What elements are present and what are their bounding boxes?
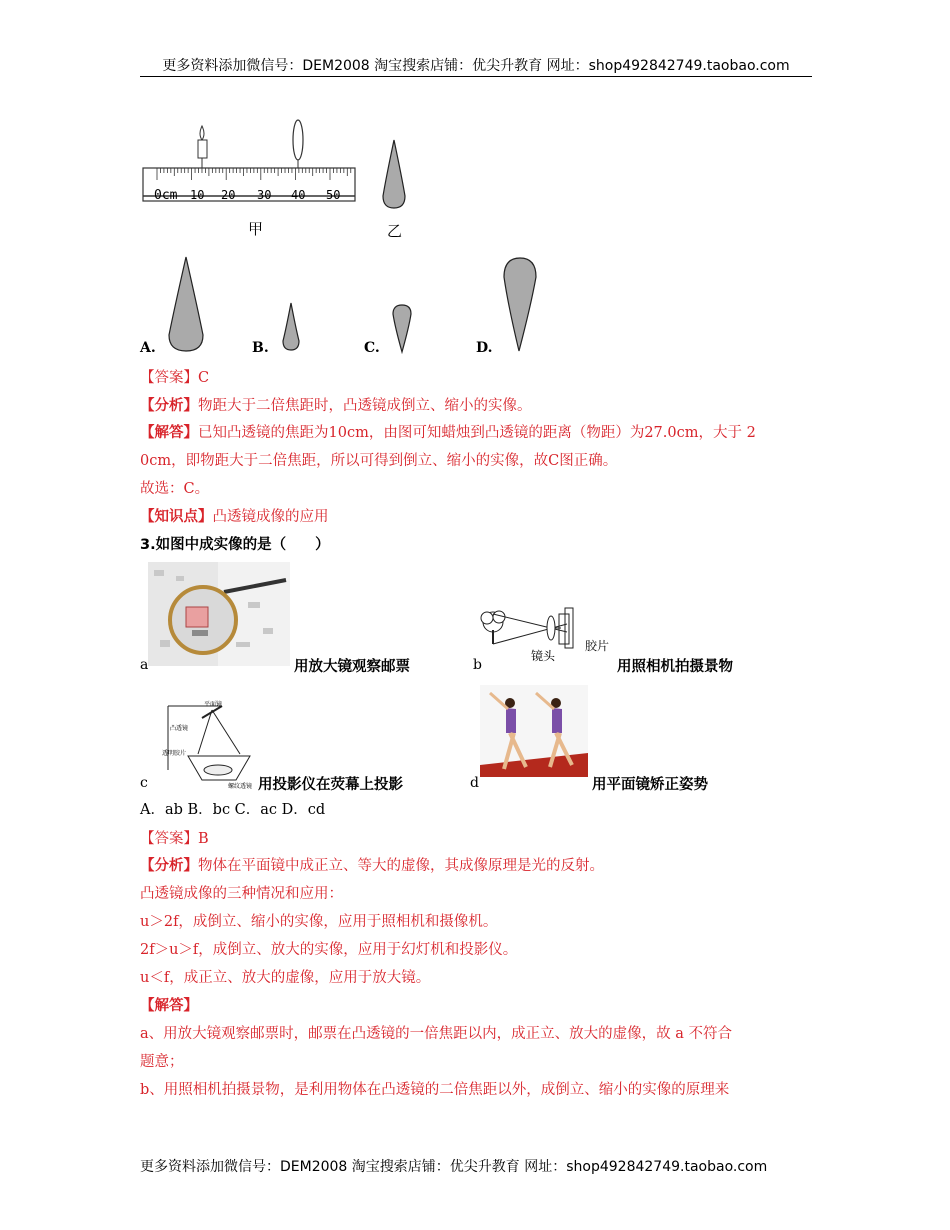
ruler-tick-label: 30 (257, 188, 272, 202)
ruler-tick-label: 50 (326, 188, 341, 202)
analysis-label: 【分析】 (140, 857, 198, 874)
q2-knowledge (140, 507, 329, 527)
option-a-shape (165, 255, 207, 355)
solution-label: 【解答】 (140, 424, 198, 441)
ruler-figure (140, 110, 365, 210)
solution-line: 0cm，即物距大于二倍焦距，所以可得到倒立、缩小的实像，故C图正确。 (140, 453, 618, 469)
figure-label-yi: 乙 (387, 222, 403, 240)
figure-label-jia: 甲 (248, 220, 264, 238)
candle-icon (198, 126, 207, 168)
solution-label: 【解答】 (140, 997, 198, 1014)
q3-answer (140, 829, 209, 849)
q2-answer (140, 368, 209, 388)
rule-line: u＞2f，成倒立、缩小的实像，应用于照相机和摄像机。 (140, 914, 498, 930)
q3-item-caption: 用投影仪在荧幕上投影 (258, 777, 403, 793)
analysis-text: 物距大于二倍焦距时，凸透镜成倒立、缩小的实像。 (198, 398, 532, 414)
solution-line: b、用照相机拍摄景物，是利用物体在凸透镜的二倍焦距以外，成倒立、缩小的实像的原理来 (140, 1082, 730, 1098)
q3-item-letter: a (140, 657, 149, 673)
page-header: 更多资料添加微信号：DEM2008 淘宝搜索店铺：优尖升教育 网址：shop492842749.taobao.com (162, 58, 790, 74)
header-divider (140, 76, 812, 77)
option-label-d: D. (476, 340, 493, 356)
q3-analysis (140, 856, 604, 876)
q3-item-caption: 用照相机拍摄景物 (617, 659, 733, 675)
projector-slide-label: 透明胶片 (162, 750, 187, 757)
ruler-tick-label: 40 (291, 188, 306, 202)
q3-choices: A．ab B．bc C．ac D．cd (140, 802, 326, 818)
ruler-tick-label: 20 (221, 188, 236, 202)
camera-lens-label: 镜头 (531, 649, 556, 663)
option-c-shape (390, 302, 414, 354)
camera-diagram (475, 600, 615, 666)
option-label-c: C. (364, 340, 380, 356)
answer-label: 【答案】 (140, 831, 198, 847)
knowledge-text: 凸透镜成像的应用 (212, 509, 329, 525)
projector-lens-label: 凸透镜 (170, 725, 189, 732)
projector-diagram (162, 700, 257, 790)
q3-question: 3.如图中成实像的是（ ） (140, 537, 330, 553)
page-footer: 更多资料添加微信号：DEM2008 淘宝搜索店铺：优尖升教育 网址：shop492842749.taobao.com (140, 1159, 768, 1175)
answer-label: 【答案】 (140, 370, 198, 386)
q2-solution (140, 423, 756, 443)
lens-icon (293, 120, 303, 168)
option-label-b: B. (252, 340, 269, 356)
q3-item-letter: b (473, 657, 482, 673)
magnifier-photo (148, 562, 290, 666)
q3-item-caption: 用平面镜矫正姿势 (592, 777, 708, 793)
q3-item-caption: 用放大镜观察邮票 (294, 659, 410, 675)
rule-line: u＜f，成正立、放大的虚像，应用于放大镜。 (140, 970, 431, 986)
option-label-a: A. (140, 340, 156, 356)
analysis-text: 物体在平面镜中成正立、等大的虚像，其成像原理是光的反射。 (198, 858, 604, 874)
knowledge-label: 【知识点】 (140, 508, 213, 525)
rules-title: 凸透镜成像的三种情况和应用： (140, 886, 343, 902)
solution-line: a、用放大镜观察邮票时，邮票在凸透镜的一倍焦距以内，成正立、放大的虚像，故 a 不符合 (140, 1026, 733, 1042)
q3-item-letter: c (140, 775, 148, 791)
q3-item-letter: d (470, 775, 479, 791)
camera-film-label: 胶片 (585, 639, 610, 653)
ruler-tick-label: 10 (190, 188, 205, 202)
q2-analysis (140, 396, 532, 416)
rule-line: 2f＞u＞f，成倒立、放大的实像，应用于幻灯机和投影仪。 (140, 942, 518, 958)
q2-choice: 故选：C。 (140, 481, 210, 497)
answer-value: B (198, 831, 209, 847)
solution-line: 已知凸透镜的焦距为10cm，由图可知蜡烛到凸透镜的距离（物距）为27.0cm，大于 2 (198, 425, 756, 441)
projector-lamp-label: 螺纹透镜 (228, 783, 253, 790)
answer-value: C (198, 370, 210, 386)
ruler-unit: 0cm (154, 188, 178, 203)
flame-shape-yi (378, 138, 410, 212)
analysis-label: 【分析】 (140, 397, 198, 414)
option-b-shape (280, 301, 302, 353)
option-d-shape (500, 255, 540, 353)
projector-mirror-label: 平面镜 (204, 701, 223, 708)
solution-line: 题意； (140, 1054, 184, 1070)
gymnast-photo (480, 685, 588, 777)
